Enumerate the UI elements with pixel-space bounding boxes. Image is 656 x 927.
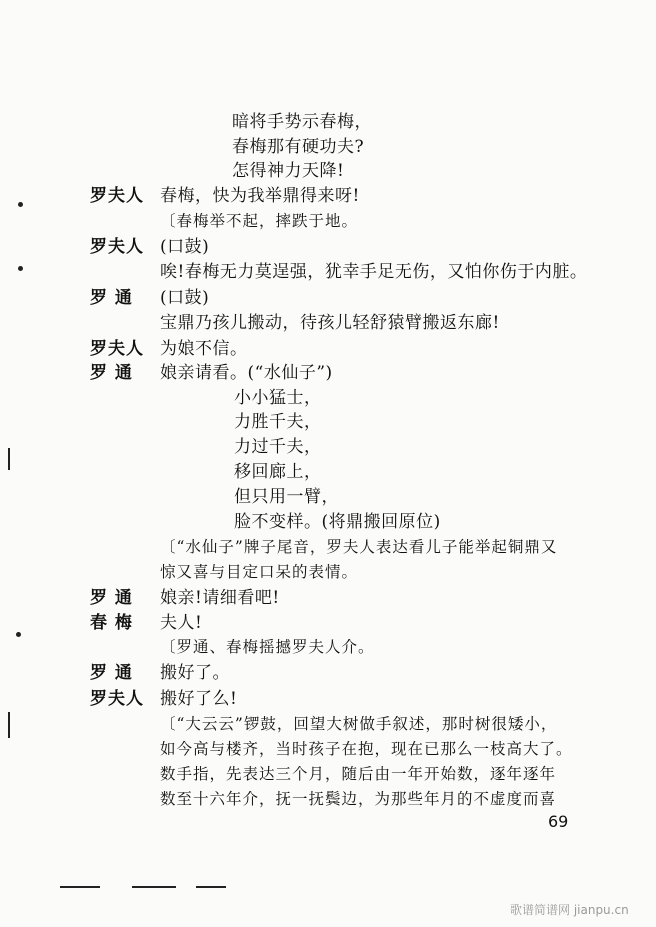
verse-line: 力胜千夫， [234, 412, 322, 432]
scan-mark [18, 266, 23, 271]
scan-mark [8, 448, 10, 470]
stage-direction: 〔“水仙子”牌子尾音，罗夫人表达看儿子能举起铜鼎又 [160, 538, 558, 556]
scan-mark [8, 712, 10, 738]
dialogue-line: 搬好了。 [160, 663, 230, 683]
dialogue-line: 唉!春梅无力莫逞强，犹幸手足无伤，又怕你伤于内脏。 [160, 262, 588, 282]
page-number: 69 [548, 812, 569, 831]
scan-mark [16, 632, 21, 637]
scan-mark [196, 886, 226, 888]
watermark: 歌谱简谱网 jianpu.cn [510, 903, 629, 917]
stage-direction: 数至十六年介，抚一抚鬓边，为那些年月的不虚度而喜 [160, 790, 557, 808]
dialogue-line: 夫人! [160, 613, 203, 633]
text-line: 怎得神力天降! [232, 161, 345, 181]
dialogue-line: 娘亲!请细看吧! [160, 588, 280, 608]
verse-line: 小小猛士， [234, 388, 322, 408]
scan-mark [132, 886, 176, 888]
scan-mark [18, 202, 23, 207]
stage-direction: 〔“大云云”锣鼓，回望大树做手叙述，那时树很矮小， [160, 715, 558, 733]
verse-line: 脸不变样。(将鼎搬回原位) [234, 512, 441, 532]
text-line: 春梅那有硬功夫? [232, 137, 365, 157]
speaker-label: 罗夫人 [90, 339, 144, 359]
speaker-label: 罗夫人 [90, 186, 144, 206]
speaker-label: 罗夫人 [90, 689, 144, 709]
dialogue-line: 春梅，快为我举鼎得来呀! [160, 186, 360, 206]
stage-direction: 〔罗通、春梅摇撼罗夫人介。 [160, 638, 375, 656]
verse-line: 力过千夫， [234, 437, 322, 457]
scan-mark [60, 886, 100, 888]
stage-direction: 惊又喜与目定口呆的表情。 [160, 563, 359, 581]
dialogue-line: (口鼓) [160, 288, 210, 308]
dialogue-line: (口鼓) [160, 237, 210, 257]
dialogue-line: 为娘不信。 [160, 339, 248, 359]
stage-direction: 〔春梅举不起，摔跌于地。 [160, 212, 359, 230]
speaker-label: 罗夫人 [90, 237, 144, 257]
stage-direction: 数手指，先表达三个月，随后由一年开始数，逐年逐年 [160, 765, 557, 783]
speaker-label: 罗 通 [90, 588, 133, 608]
text-line: 暗将手势示春梅， [232, 112, 372, 132]
dialogue-line: 搬好了么! [160, 689, 238, 709]
speaker-label: 春 梅 [90, 613, 133, 633]
speaker-label: 罗 通 [90, 288, 133, 308]
speaker-label: 罗 通 [90, 363, 133, 383]
verse-line: 移回廊上， [234, 462, 322, 482]
dialogue-line: 宝鼎乃孩儿搬动，待孩儿轻舒猿臂搬返东廊! [160, 313, 500, 333]
stage-direction: 如今高与楼齐，当时孩子在抱，现在已那么一枝高大了。 [160, 740, 573, 758]
verse-line: 但只用一臂， [234, 487, 339, 507]
speaker-label: 罗 通 [90, 663, 133, 683]
dialogue-line: 娘亲请看。(“水仙子”) [160, 363, 333, 383]
